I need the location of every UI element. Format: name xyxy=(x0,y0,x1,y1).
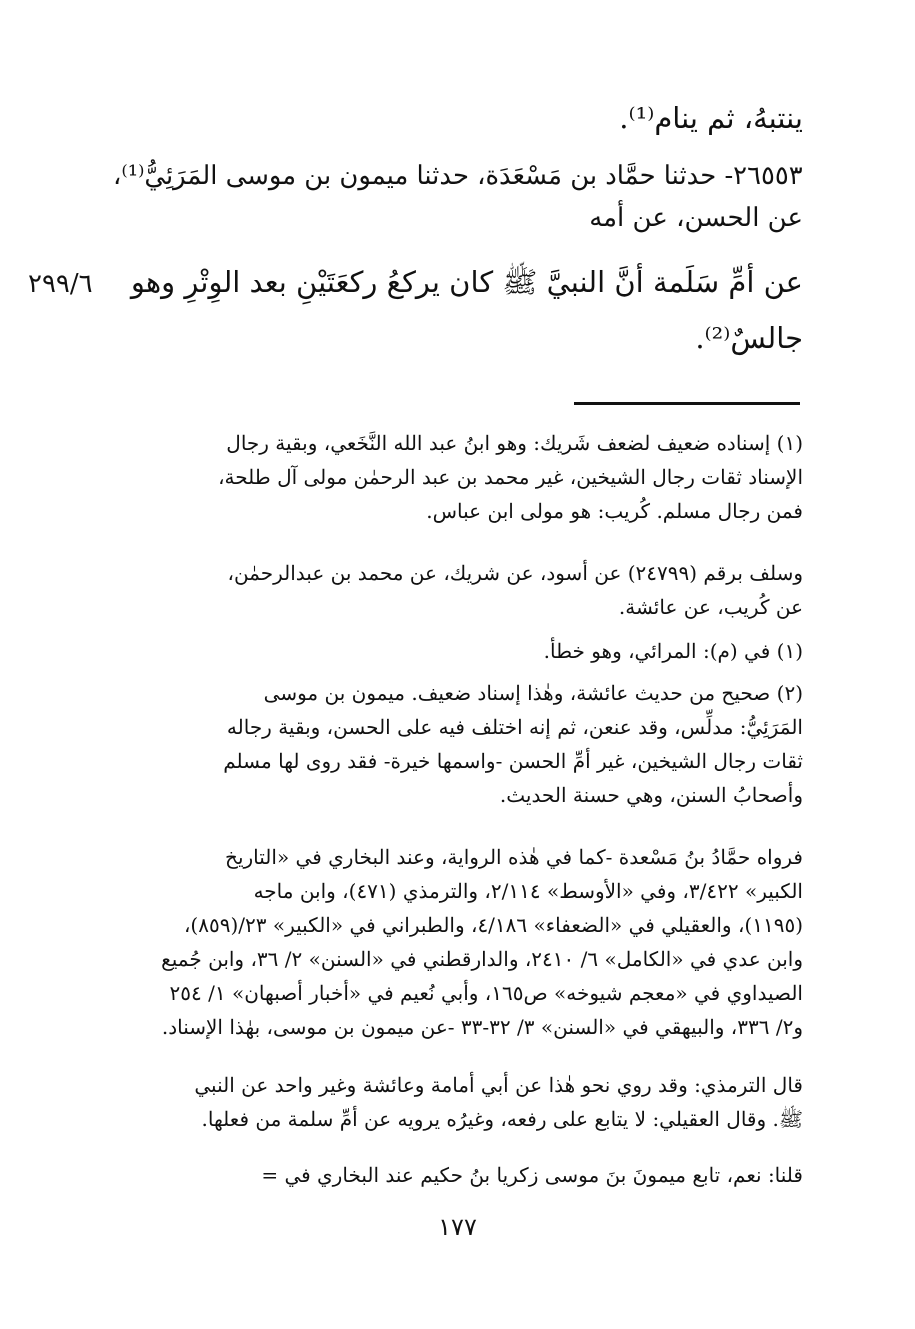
footnote-line: (٢) صحيح من حديث عائشة، وهٰذا إسناد ضعيف. ميمون بن موسى xyxy=(263,681,803,705)
footnote-line: عن كُريب، عن عائشة. xyxy=(618,595,803,619)
footnote-line: المَرَئِيُّ: مدلِّس، وقد عنعن، ثم إنه اختلف فيه على الحسن، وبقية رجاله xyxy=(226,715,803,739)
footnote-line: وسلف برقم (٢٤٧٩٩) عن أسود، عن شريك، عن محمد بن عبدالرحمٰن، xyxy=(227,561,803,585)
footnote-line: (١) إسناده ضعيف لضعف شَريك: وهو ابنُ عبد الله النَّخَعي، وبقية رجال xyxy=(226,431,803,455)
footnote-line: الإسناد ثقات رجال الشيخين، غير محمد بن عبد الرحمٰن مولى آل طلحة، xyxy=(218,465,803,489)
footnote-line: قلنا: نعم، تابع ميمونَ بنَ موسى زكريا بنُ حكيم عند البخاري في = xyxy=(261,1163,803,1187)
footnote-line: الكبير» ٣/٤٢٢، وفي «الأوسط» ٢/١١٤، والترمذي (٤٧١)، وابن ماجه xyxy=(253,879,803,903)
footnote-line: (١) في (م): المرائي، وهو خطأ. xyxy=(543,639,803,663)
footnote-line: الصيداوي في «معجم شيوخه» ص١٦٥، وأبي نُعيم في «أخبار أصبهان» ١/ ٢٥٤ xyxy=(169,981,803,1005)
hadith-matn-line-2: جالسٌ⁽²⁾. xyxy=(695,321,803,355)
volume-page-reference: ٢٩٩/٦ xyxy=(28,269,93,299)
footnote-line: ﷺ. وقال العقيلي: لا يتابع على رفعه، وغيرُه يرويه عن أمِّ سلمة من فعلها. xyxy=(201,1107,803,1131)
hadith-isnad-line: ٢٦٥٥٣- حدثنا حمَّاد بن مَسْعَدَة، حدثنا ميمون بن موسى المَرَئِيُّ⁽¹⁾، xyxy=(113,161,803,191)
footnote-line: فرواه حمَّادُ بنُ مَسْعدة -كما في هٰذه الرواية، وعند البخاري في «التاريخ xyxy=(225,845,803,869)
footnote-line: فمن رجال مسلم. كُريب: هو مولى ابن عباس. xyxy=(426,499,803,523)
footnote-line: (١١٩٥)، والعقيلي في «الضعفاء» ٤/١٨٦، والطبراني في «الكبير» ٢٣/(٨٥٩)، xyxy=(183,913,803,937)
page-number: ١٧٧ xyxy=(438,1213,477,1241)
footnote-line: قال الترمذي: وقد روي نحو هٰذا عن أبي أمامة وعائشة وغير واحد عن النبي xyxy=(194,1073,803,1097)
footnote-divider xyxy=(574,402,800,405)
hadith-isnad-line-2: عن الحسن، عن أمه xyxy=(589,203,803,233)
footnote-line: ثقات رجال الشيخين، غير أمِّ الحسن -واسمها خيرة- فقد روى لها مسلم xyxy=(223,749,803,773)
hadith-matn-line: عن أمِّ سَلَمة أنَّ النبيَّ ﷺ كان يركعُ ركعَتَيْنِ بعد الوِتْرِ وهو xyxy=(130,265,803,299)
hadith-text-line-1: ينتبهُ، ثم ينام⁽¹⁾. xyxy=(619,101,803,135)
footnote-line: وابن عدي في «الكامل» ٦/ ٢٤١٠، والدارقطني في «السنن» ٢/ ٣٦، وابن جُميع xyxy=(161,947,803,971)
footnote-line: و٢/ ٣٣٦، والبيهقي في «السنن» ٣/ ٣٢-٣٣ -عن ميمون بن موسى، بهٰذا الإسناد. xyxy=(161,1015,803,1039)
footnote-line: وأصحابُ السنن، وهي حسنة الحديث. xyxy=(499,783,803,807)
